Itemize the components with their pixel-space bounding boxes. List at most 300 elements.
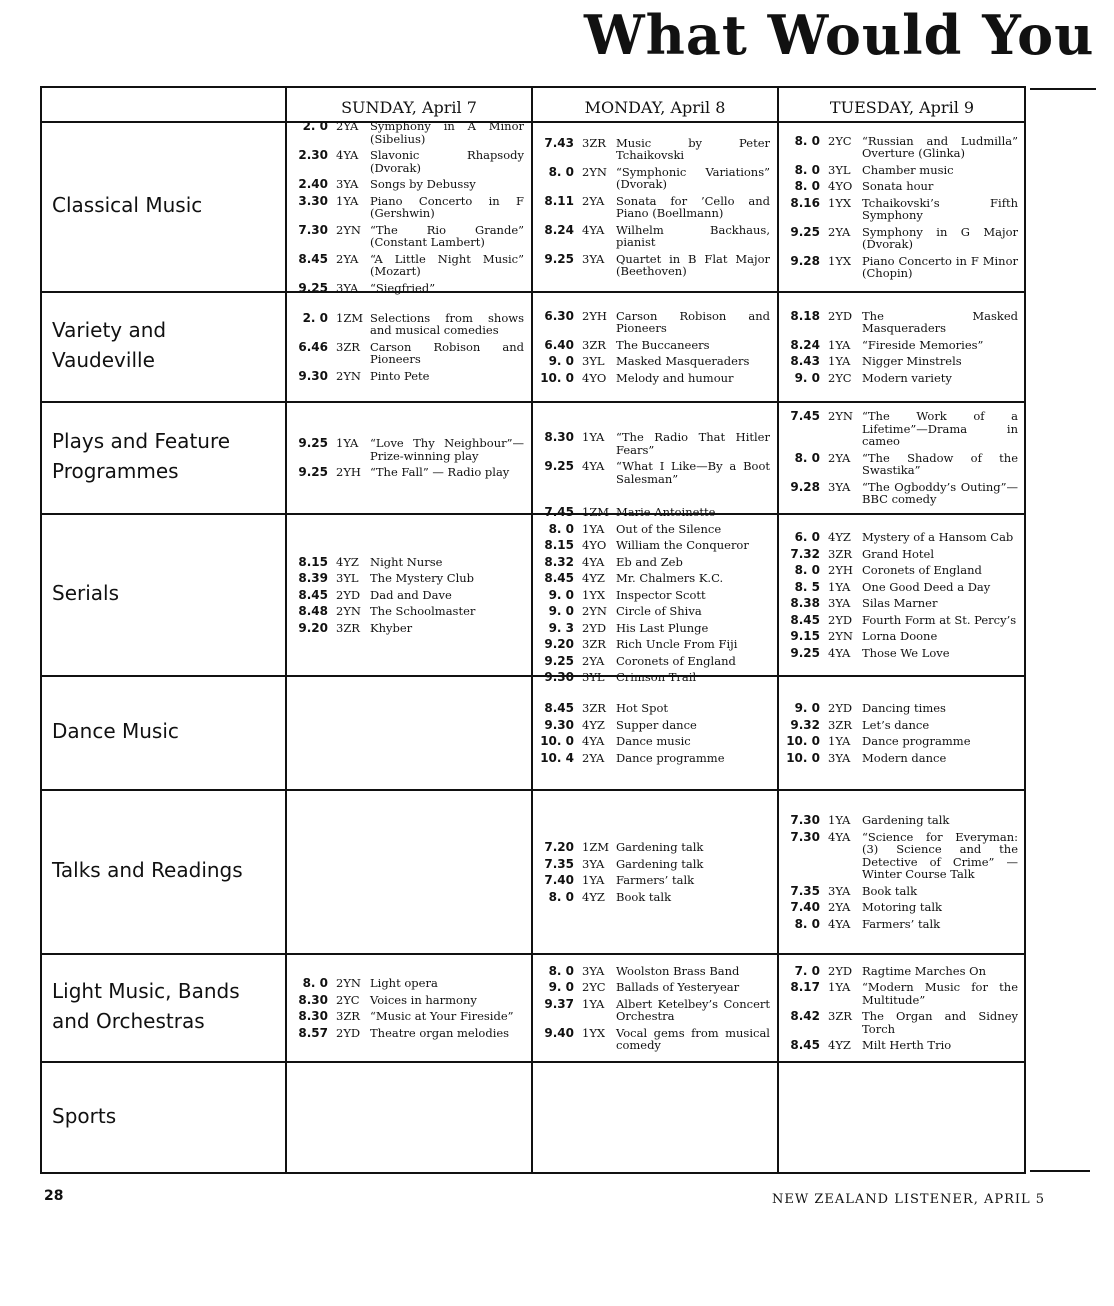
- schedule-cell: [292, 119, 524, 295]
- station-code: 3YA: [336, 280, 359, 295]
- station-code: 2YN: [336, 604, 361, 619]
- programme-title: Mr. Chalmers K.C.: [616, 571, 724, 586]
- programme-title: The Mystery Club: [370, 571, 475, 586]
- schedule-cell: [784, 680, 1018, 786]
- programme-entry: [784, 752, 1018, 765]
- programme-time: 9.25: [298, 436, 328, 451]
- programme-entry: [292, 977, 524, 990]
- programme-title: Vocal gems from musical comedy: [616, 1025, 770, 1052]
- programme-entry: [538, 310, 770, 335]
- programme-time: 7.30: [790, 813, 820, 827]
- programme-title: Music by Peter Tchaikovski: [616, 135, 770, 162]
- day-header: TUESDAY, April 9: [829, 98, 975, 117]
- station-code: 2YA: [582, 653, 605, 668]
- programme-title: Dance programme: [862, 734, 971, 748]
- programme-title: Carson Robison and Pioneers: [370, 339, 524, 367]
- station-code: 4YA: [582, 222, 605, 237]
- programme-title: “What I Like—By a Boot Salesman”: [616, 459, 770, 486]
- programme-title: Melody and humour: [616, 370, 734, 385]
- programme-title: The Organ and Sidney Torch: [862, 1009, 1018, 1036]
- programme-entry: [784, 355, 1018, 368]
- programme-time: 8.15: [298, 554, 328, 569]
- programme-entry: [538, 137, 770, 162]
- programme-entry: [292, 572, 524, 585]
- programme-title: Book talk: [862, 883, 918, 898]
- programme-time: 8. 0: [794, 450, 820, 465]
- programme-time: 8.38: [790, 596, 820, 610]
- row-divider: [42, 513, 1024, 515]
- schedule-cell: [538, 680, 770, 786]
- schedule-cell: [292, 680, 524, 786]
- programme-time: 10. 0: [786, 750, 820, 765]
- programme-time: 8.30: [298, 992, 328, 1007]
- column-divider: [285, 88, 287, 1172]
- programme-entry: [538, 655, 770, 668]
- programme-entry: [538, 965, 770, 978]
- programme-time: 2.40: [298, 177, 328, 191]
- programme-entry: [784, 918, 1018, 931]
- programme-entry: [538, 166, 770, 191]
- row-divider: [42, 1061, 1024, 1063]
- column-divider: [531, 88, 533, 1172]
- programme-time: 9.32: [790, 717, 820, 732]
- programme-title: “Siegfried”: [370, 280, 436, 295]
- station-code: 3YL: [582, 354, 605, 369]
- programme-time: 8.16: [790, 195, 820, 210]
- programme-title: Crimson Trail: [616, 670, 697, 685]
- programme-time: 8.17: [790, 980, 820, 994]
- schedule-cell: [784, 126, 1018, 288]
- programme-entry: [784, 597, 1018, 610]
- programme-title: Eb and Zeb: [616, 554, 683, 569]
- station-code: 4YA: [582, 459, 605, 473]
- programme-time: 7.45: [790, 409, 820, 424]
- programme-title: Coronets of England: [862, 563, 982, 577]
- programme-title: “Symphonic Variations” (Dvorak): [616, 164, 770, 191]
- station-code: 2YA: [582, 750, 605, 765]
- programme-title: Book talk: [616, 889, 672, 904]
- programme-entry: [292, 312, 524, 337]
- programme-entry: [538, 735, 770, 748]
- station-code: 4YO: [582, 370, 607, 385]
- programme-entry: [538, 622, 770, 635]
- programme-title: Piano Concerto in F Minor (Chopin): [862, 253, 1018, 280]
- programme-time: 6.46: [298, 339, 328, 354]
- station-code: 3ZR: [582, 637, 606, 652]
- schedule-cell: [292, 296, 524, 398]
- programme-entry: [538, 460, 770, 485]
- station-code: 1YX: [828, 195, 852, 210]
- programme-time: 8. 0: [794, 162, 820, 177]
- programme-time: 8.42: [790, 1009, 820, 1023]
- station-code: 3ZR: [336, 620, 360, 635]
- schedule-cell: [538, 126, 770, 288]
- programme-entry: [538, 355, 770, 368]
- programme-time: 8. 0: [794, 563, 820, 577]
- programme-title: Modern dance: [862, 750, 947, 765]
- programme-time: 6.30: [544, 308, 574, 323]
- programme-title: “The Rio Grande” (Constant Lambert): [370, 222, 524, 249]
- programme-entry: [538, 1027, 770, 1052]
- programme-entry: [538, 702, 770, 715]
- programme-title: Gardening talk: [616, 840, 704, 854]
- programme-title: Chamber music: [862, 162, 954, 177]
- programme-title: “The Work of a Lifetime”—Drama in cameo: [862, 409, 1018, 449]
- station-code: 2YC: [828, 133, 852, 148]
- station-code: 4YZ: [828, 1038, 851, 1052]
- programme-entry: [538, 981, 770, 994]
- programme-time: 7.35: [544, 856, 574, 871]
- programme-entry: [784, 630, 1018, 643]
- programme-title: Silas Marner: [862, 596, 938, 610]
- programme-entry: [538, 506, 770, 519]
- programme-title: Hot Spot: [616, 701, 669, 715]
- programme-time: 7.40: [790, 900, 820, 914]
- category-label-line: Variety and: [52, 318, 167, 342]
- programme-time: 9.25: [790, 224, 820, 239]
- station-code: 3ZR: [828, 546, 852, 561]
- page-title: What Would You: [584, 3, 1095, 67]
- programme-title: Milt Herth Trio: [862, 1038, 952, 1052]
- programme-entry: [292, 149, 524, 174]
- programme-time: 9.25: [544, 653, 574, 668]
- programme-title: Wilhelm Backhaus, pianist: [616, 222, 770, 249]
- station-code: 3ZR: [582, 337, 606, 352]
- programme-time: 8.45: [544, 701, 574, 715]
- programme-entry: [784, 226, 1018, 251]
- station-code: 3ZR: [582, 701, 606, 715]
- station-code: 1YA: [582, 996, 605, 1011]
- category-label-line: Talks and Readings: [52, 858, 243, 882]
- programme-title: Marie Antoinette: [616, 505, 716, 520]
- schedule-cell: [292, 958, 524, 1058]
- station-code: 2YD: [336, 1025, 361, 1040]
- programme-title: One Good Deed a Day: [862, 579, 991, 594]
- schedule-cell: [292, 406, 524, 510]
- programme-title: Dancing times: [862, 701, 946, 715]
- station-code: 4YA: [828, 829, 851, 844]
- programme-entry: [784, 180, 1018, 193]
- programme-time: 9.30: [544, 717, 574, 732]
- programme-time: 10. 0: [786, 734, 820, 748]
- programme-time: 6.40: [544, 337, 574, 352]
- programme-entry: [784, 564, 1018, 577]
- schedule-cell: [538, 296, 770, 398]
- programme-time: 9.40: [544, 1025, 574, 1040]
- programme-entry: [784, 981, 1018, 1006]
- programme-title: Quartet in B Flat Major (Beethoven): [616, 251, 770, 278]
- category-label: [52, 315, 282, 375]
- programme-title: Inspector Scott: [616, 587, 706, 602]
- programme-entry: [784, 735, 1018, 748]
- schedule-cell: [538, 958, 770, 1058]
- programme-title: Symphony in G Major (Dvorak): [862, 224, 1018, 251]
- station-code: 2YD: [828, 308, 853, 323]
- programme-time: 9.28: [790, 253, 820, 268]
- station-code: 2YN: [336, 976, 361, 990]
- programme-entry: [784, 581, 1018, 594]
- programme-time: 8.45: [298, 251, 328, 266]
- programme-title: Farmers’ talk: [862, 916, 941, 931]
- programme-entry: [784, 531, 1018, 544]
- programme-title: Piano Concerto in F (Gershwin): [370, 193, 524, 220]
- programme-entry: [538, 523, 770, 536]
- programme-time: 9. 0: [794, 701, 820, 715]
- category-label: [52, 855, 282, 885]
- programme-time: 8.15: [544, 538, 574, 553]
- programme-entry: [292, 1010, 524, 1023]
- programme-title: Songs by Debussy: [370, 177, 476, 191]
- row-divider: [42, 401, 1024, 403]
- programme-title: “The Radio That Hitler Fears”: [616, 430, 770, 457]
- category-label-line: Dance Music: [52, 719, 179, 743]
- programme-time: 8.30: [298, 1009, 328, 1023]
- programme-time: 9. 0: [548, 354, 574, 369]
- programme-title: Symphony in A Minor (Sibelius): [370, 119, 524, 146]
- programme-title: “Modern Music for the Multitude”: [862, 980, 1018, 1007]
- programme-title: Tchaikovski’s Fifth Symphony: [862, 195, 1018, 222]
- programme-entry: [538, 431, 770, 456]
- station-code: 1YA: [828, 980, 851, 994]
- programme-title: “The Ogboddy’s Outing”—BBC comedy: [862, 479, 1018, 507]
- station-code: 2YA: [336, 251, 359, 266]
- programme-title: Albert Ketelbey’s Concert Orchestra: [616, 996, 770, 1023]
- programme-entry: [292, 994, 524, 1007]
- station-code: 1YX: [582, 587, 606, 602]
- programme-entry: [292, 1027, 524, 1040]
- station-code: 1YA: [828, 337, 851, 352]
- category-label: [52, 426, 282, 486]
- station-code: 2YN: [828, 409, 853, 424]
- programme-entry: [538, 638, 770, 651]
- programme-title: Theatre organ melodies: [370, 1025, 510, 1040]
- schedule-cell: [784, 794, 1018, 950]
- programme-entry: [538, 539, 770, 552]
- row-divider: [42, 121, 1024, 123]
- programme-title: Farmers’ talk: [616, 873, 695, 887]
- edge-rule: [1030, 88, 1096, 90]
- programme-entry: [784, 548, 1018, 561]
- publication-line: NEW ZEALAND LISTENER, APRIL 5: [772, 1192, 1046, 1207]
- programme-time: 8.24: [790, 337, 820, 352]
- programme-entry: [784, 614, 1018, 627]
- programme-time: 7.32: [790, 546, 820, 561]
- programme-title: Mystery of a Hansom Cab: [862, 530, 1014, 544]
- row-divider: [42, 953, 1024, 955]
- day-header: MONDAY, April 8: [584, 98, 726, 117]
- programme-time: 7.30: [790, 829, 820, 844]
- programme-time: 8.30: [544, 430, 574, 444]
- category-label-line: Vaudeville: [52, 348, 155, 372]
- programme-time: 8. 0: [548, 521, 574, 536]
- programme-entry: [292, 178, 524, 191]
- category-label-line: Serials: [52, 581, 120, 605]
- programme-title: The Masked Masqueraders: [862, 308, 1018, 336]
- programme-time: 10. 4: [540, 750, 574, 765]
- programme-entry: [292, 437, 524, 462]
- programme-title: Dad and Dave: [370, 587, 452, 602]
- programme-title: Grand Hotel: [862, 546, 935, 561]
- programme-title: Voices in harmony: [370, 992, 477, 1007]
- programme-time: 9.20: [544, 637, 574, 652]
- category-label-line: Classical Music: [52, 193, 203, 217]
- programme-time: 8.24: [544, 222, 574, 237]
- programme-entry: [784, 197, 1018, 222]
- station-code: 4YO: [828, 179, 853, 193]
- programme-title: Let’s dance: [862, 717, 930, 732]
- programme-title: Ballads of Yesteryear: [616, 980, 740, 994]
- programme-entry: [784, 719, 1018, 732]
- programme-time: 8. 0: [548, 963, 574, 978]
- programme-time: 9.37: [544, 996, 574, 1011]
- page-number: 28: [44, 1188, 64, 1204]
- programme-entry: [784, 164, 1018, 177]
- station-code: 1YA: [336, 193, 359, 208]
- programme-entry: [784, 885, 1018, 898]
- schedule-cell: [538, 794, 770, 950]
- programme-time: 9.30: [298, 368, 328, 383]
- category-label: [52, 1101, 282, 1131]
- station-code: 3ZR: [336, 1009, 360, 1023]
- station-code: 1YA: [336, 436, 359, 451]
- station-code: 4YA: [336, 148, 359, 162]
- station-code: 1YX: [828, 253, 852, 268]
- programme-time: 8. 0: [794, 179, 820, 193]
- station-code: 2YA: [582, 193, 605, 208]
- programme-title: Slavonic Rhapsody (Dvorak): [370, 148, 524, 175]
- programme-time: 3.30: [298, 193, 328, 208]
- station-code: 3ZR: [582, 135, 606, 150]
- programme-entry: [538, 372, 770, 385]
- category-label-line: Sports: [52, 1104, 117, 1128]
- schedule-cell: [292, 518, 524, 672]
- programme-time: 7.40: [544, 873, 574, 887]
- programme-time: 10. 0: [540, 370, 574, 385]
- category-label: [52, 976, 282, 1036]
- station-code: 3YA: [582, 251, 605, 266]
- programme-entry: [538, 719, 770, 732]
- programme-entry: [292, 622, 524, 635]
- programme-time: 8.39: [298, 571, 328, 586]
- programme-entry: [784, 647, 1018, 660]
- programme-time: 8. 0: [548, 164, 574, 179]
- station-code: 3ZR: [828, 717, 852, 732]
- programme-time: 8.57: [298, 1025, 328, 1040]
- station-code: 2YN: [828, 629, 853, 643]
- programme-title: Carson Robison and Pioneers: [616, 308, 770, 336]
- programme-time: 9. 0: [548, 980, 574, 994]
- station-code: 1ZM: [582, 505, 610, 520]
- station-code: 3YA: [828, 750, 851, 765]
- programme-time: 7. 0: [794, 963, 820, 978]
- station-code: 3ZR: [336, 339, 360, 354]
- programme-title: Out of the Silence: [616, 521, 722, 536]
- category-label: [52, 190, 282, 220]
- row-divider: [42, 291, 1024, 293]
- programme-time: 9.25: [298, 280, 328, 295]
- category-label: [52, 578, 282, 608]
- schedule-table: [40, 86, 1026, 1174]
- programme-entry: [538, 195, 770, 220]
- category-label-line: Plays and Feature: [52, 429, 231, 453]
- schedule-cell: [784, 1066, 1018, 1170]
- programme-time: 9. 0: [548, 587, 574, 602]
- schedule-cell: [538, 505, 770, 685]
- programme-entry: [292, 341, 524, 366]
- station-code: 2YD: [582, 620, 607, 635]
- programme-time: 8.43: [790, 354, 820, 369]
- schedule-cell: [784, 518, 1018, 672]
- programme-title: “Music at Your Fireside”: [370, 1009, 514, 1023]
- station-code: 3YA: [582, 963, 605, 978]
- programme-title: Night Nurse: [370, 554, 443, 569]
- station-code: 2YC: [582, 980, 606, 994]
- station-code: 2YN: [336, 222, 361, 237]
- programme-title: Rich Uncle From Fiji: [616, 637, 738, 652]
- programme-time: 10. 0: [540, 734, 574, 748]
- programme-time: 2. 0: [302, 310, 328, 325]
- edge-rule: [1030, 1170, 1090, 1172]
- programme-time: 9. 3: [548, 620, 574, 635]
- station-code: 1YA: [582, 521, 605, 536]
- programme-title: Gardening talk: [862, 813, 950, 827]
- programme-entry: [784, 481, 1018, 506]
- station-code: 1YA: [828, 579, 851, 594]
- programme-title: Ragtime Marches On: [862, 963, 986, 978]
- programme-entry: [292, 195, 524, 220]
- station-code: 3YA: [828, 596, 851, 610]
- programme-title: William the Conqueror: [616, 538, 749, 553]
- programme-time: 9.25: [544, 251, 574, 266]
- row-divider: [42, 789, 1024, 791]
- programme-title: Khyber: [370, 620, 413, 635]
- programme-entry: [784, 702, 1018, 715]
- programme-time: 2. 0: [302, 119, 328, 133]
- schedule-cell: [784, 406, 1018, 510]
- programme-title: Sonata hour: [862, 179, 934, 193]
- programme-time: 8. 5: [794, 579, 820, 594]
- programme-time: 9. 0: [548, 604, 574, 619]
- programme-time: 9.28: [790, 479, 820, 494]
- programme-entry: [784, 135, 1018, 160]
- programme-time: 9. 0: [794, 370, 820, 385]
- station-code: 2YA: [828, 450, 851, 465]
- station-code: 4YA: [582, 554, 605, 569]
- programme-entry: [538, 224, 770, 249]
- programme-title: The Schoolmaster: [370, 604, 476, 619]
- station-code: 4YZ: [582, 889, 605, 904]
- schedule-cell: [538, 406, 770, 510]
- programme-entry: [784, 1039, 1018, 1052]
- station-code: 1YA: [582, 430, 605, 444]
- station-code: 2YD: [828, 612, 853, 627]
- station-code: 2YA: [336, 119, 359, 133]
- programme-time: 7.30: [298, 222, 328, 237]
- day-header: SUNDAY, April 7: [341, 98, 477, 117]
- programme-time: 8. 0: [548, 889, 574, 904]
- station-code: 2YH: [582, 308, 607, 323]
- station-code: 3YL: [582, 670, 605, 685]
- station-code: 2YN: [336, 368, 361, 383]
- programme-title: Fourth Form at St. Percy’s: [862, 612, 1017, 627]
- programme-time: 9.20: [298, 620, 328, 635]
- programme-entry: [292, 224, 524, 249]
- station-code: 2YN: [582, 164, 607, 179]
- programme-entry: [784, 310, 1018, 335]
- programme-title: Light opera: [370, 976, 438, 990]
- station-code: 3YL: [336, 571, 359, 586]
- programme-entry: [784, 410, 1018, 448]
